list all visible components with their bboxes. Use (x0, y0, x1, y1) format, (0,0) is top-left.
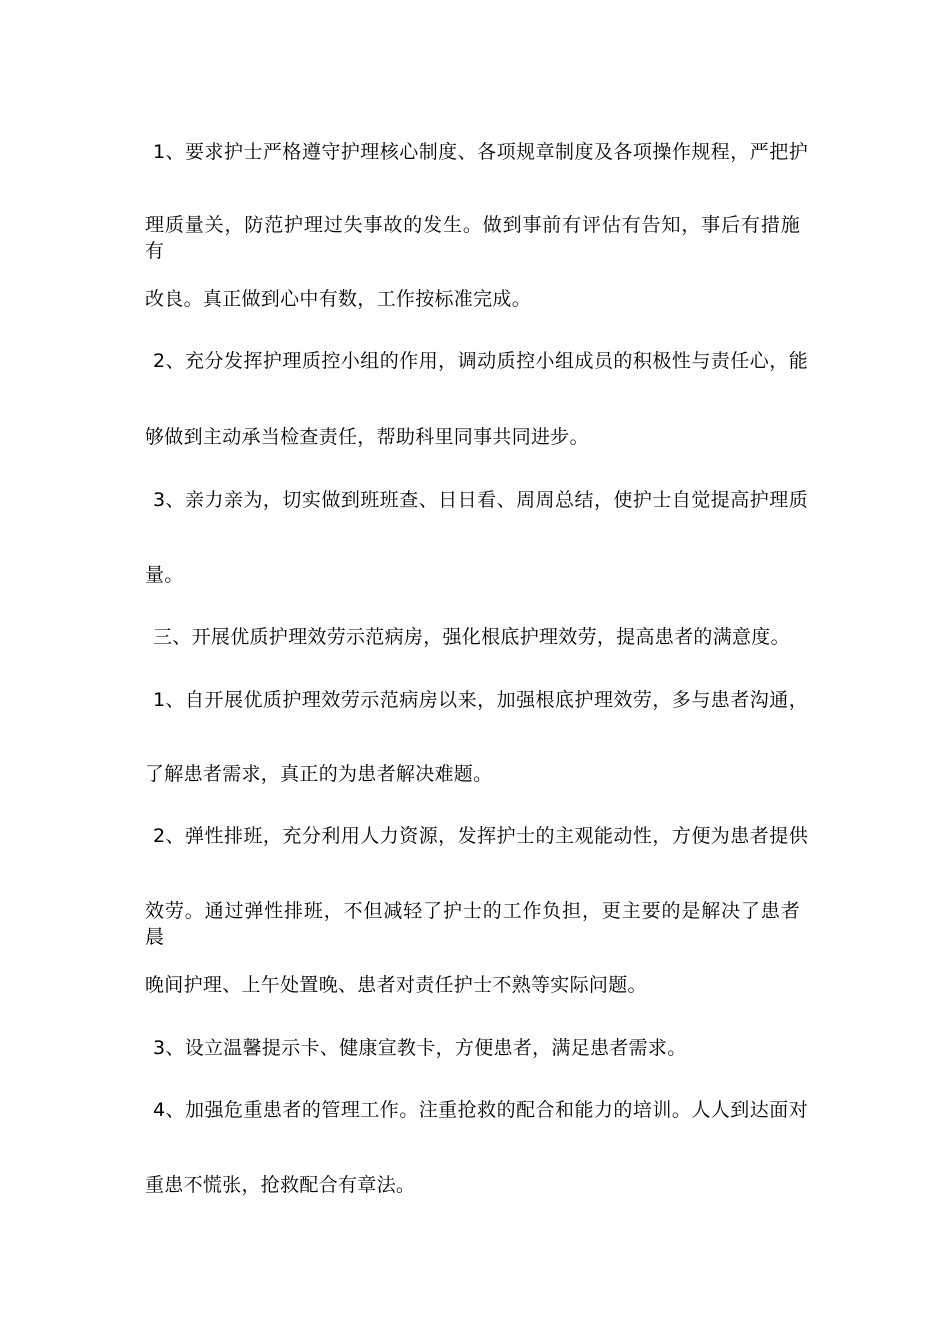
paragraph-line: 4、加强危重患者的管理工作。注重抢救的配合和能力的培训。人人到达面对 (153, 1099, 808, 1121)
paragraph-line: 重患不慌张，抢救配合有章法。 (145, 1174, 416, 1196)
paragraph-line: 1、要求护士严格遵守护理核心制度、各项规章制度及各项操作规程，严把护 (153, 141, 808, 163)
paragraph-line: 够做到主动承当检查责任，帮助科里同事共同进步。 (145, 426, 589, 448)
paragraph-line: 改良。真正做到心中有数，工作按标准完成。 (145, 288, 532, 310)
paragraph-line: 2、充分发挥护理质控小组的作用，调动质控小组成员的积极性与责任心，能 (153, 350, 808, 372)
paragraph-line: 2、弹性排班，充分利用人力资源，发挥护士的主观能动性，方便为患者提供 (153, 825, 808, 847)
paragraph-line: 量。 (145, 564, 184, 586)
paragraph-line: 1、自开展优质护理效劳示范病房以来，加强根底护理效劳，多与患者沟通， (153, 689, 808, 711)
paragraph-line: 效劳。通过弹性排班，不但减轻了护士的工作负担，更主要的是解决了患者晨 (145, 900, 800, 948)
paragraph-line: 晚间护理、上午处置晚、患者对责任护士不熟等实际问题。 (145, 974, 647, 996)
section-heading: 三、开展优质护理效劳示范病房，强化根底护理效劳，提高患者的满意度。 (153, 626, 790, 648)
paragraph-line: 理质量关，防范护理过失事故的发生。做到事前有评估有告知，事后有措施有 (145, 214, 800, 262)
paragraph-line: 3、亲力亲为，切实做到班班查、日日看、周周总结，使护士自觉提高护理质 (153, 489, 808, 511)
paragraph-line: 了解患者需求，真正的为患者解决难题。 (145, 763, 493, 785)
paragraph-line: 3、设立温馨提示卡、健康宣教卡，方便患者，满足患者需求。 (153, 1037, 687, 1059)
